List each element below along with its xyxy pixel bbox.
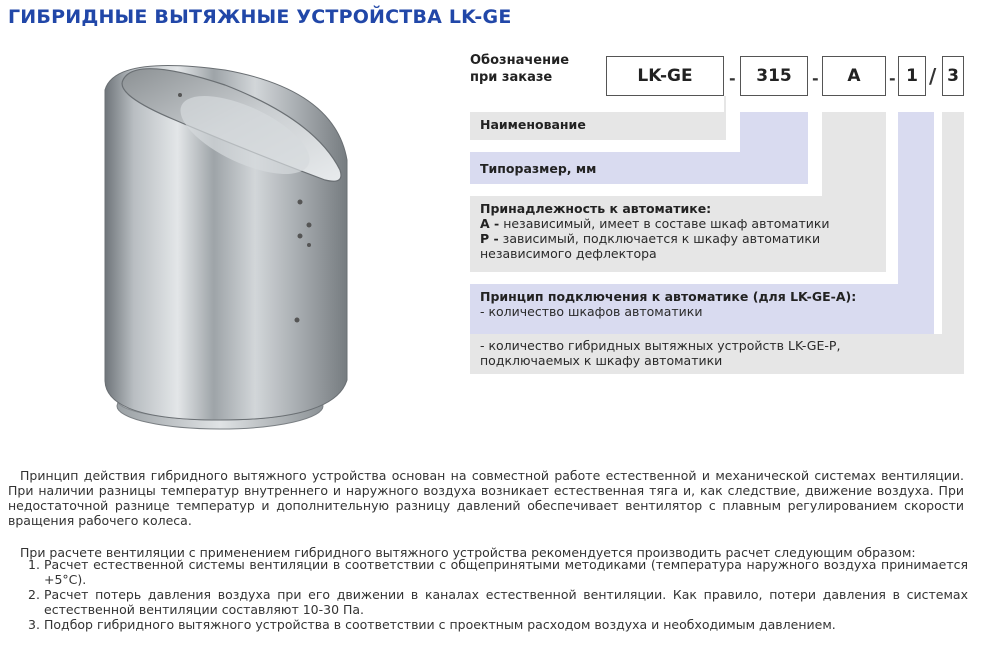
connector-size-vert: [740, 112, 808, 152]
list-item-text: Подбор гибридного вытяжного устройства в соответствии с проектным расходом воздуха и необходимым давлением.: [44, 617, 836, 632]
list-item-number: 1.: [28, 557, 40, 572]
code-box-cabinets: 1: [898, 56, 926, 96]
paragraph-calculation-text: При расчете вентиляции с применением гибридного вытяжного устройства рекомендуется производить расчет следующим образом:: [20, 545, 916, 560]
connector-cabinets: [898, 112, 934, 284]
connection-item2-line2: подключаемых к шкафу автоматики: [480, 353, 723, 368]
code-box-series: LK-GE: [606, 56, 724, 96]
automation-p-text2: независимого дефлектора: [480, 246, 657, 261]
code-separator: -: [729, 69, 736, 88]
automation-p-text: зависимый, подключается к шкафу автоматики: [498, 231, 821, 246]
band-size-label: Типоразмер, мм: [480, 161, 597, 176]
automation-p-key: Р -: [480, 231, 499, 246]
page-title: ГИБРИДНЫЕ ВЫТЯЖНЫЕ УСТРОЙСТВА LK-GE: [8, 6, 512, 28]
code-separator: -: [889, 69, 896, 88]
order-label-line1: Обозначение: [470, 53, 570, 68]
connector-automation: [822, 112, 886, 196]
steps-list: [28, 557, 968, 632]
code-box-automation: A: [822, 56, 886, 96]
band-connection: [470, 284, 934, 334]
automation-a-key: А -: [480, 216, 500, 231]
code-box-devices: 3: [942, 56, 964, 96]
connector-devices: [942, 112, 964, 334]
order-label: [470, 52, 569, 86]
connector-series: [724, 96, 726, 112]
list-item: [28, 557, 968, 587]
connection-item2-line1: - количество гибридных вытяжных устройств LK-GE-P,: [480, 338, 841, 353]
list-item: [28, 617, 968, 632]
band-size: [470, 152, 808, 184]
paragraph-principle: [8, 468, 964, 528]
connection-title: Принцип подключения к автоматике (для LK-GE-A):: [480, 289, 857, 304]
product-image: [95, 50, 365, 440]
band-name: [470, 112, 726, 140]
band-name-label: Наименование: [480, 117, 586, 132]
connection-item1: - количество шкафов автоматики: [480, 304, 703, 319]
automation-a-text: независимый, имеет в составе шкаф автоматики: [499, 216, 830, 231]
code-box-size: 315: [740, 56, 808, 96]
automation-title: Принадлежность к автоматике:: [480, 201, 712, 216]
list-item-text: Расчет потерь давления воздуха при его движении в каналах естественной вентиляции. Как правило, потери давления в системах естественной вентиляции составляют 10-30 Па.: [44, 587, 968, 617]
list-item-number: 2.: [28, 587, 40, 602]
paragraph-principle-text: Принцип действия гибридного вытяжного устройства основан на совместной работе естественной и механической системах вентиляции. При наличии разницы температур внутреннего и наружного воздуха возникает естественная тяга и, как следствие, движение воздуха. При недостаточной разнице температур и дополнительную разницу давлений обеспечивает вентилятор с плавным регулированием скорости вращения рабочего колеса.: [8, 468, 964, 528]
band-devices: [470, 334, 964, 374]
order-label-line2: при заказе: [470, 70, 553, 85]
list-item-number: 3.: [28, 617, 40, 632]
band-automation: [470, 196, 886, 272]
list-item: [28, 587, 968, 617]
list-item-text: Расчет естественной системы вентиляции в соответствии с общепринятыми методиками (температура наружного воздуха принимается +5°С).: [44, 557, 968, 587]
code-separator: /: [929, 64, 937, 88]
code-separator: -: [812, 69, 819, 88]
